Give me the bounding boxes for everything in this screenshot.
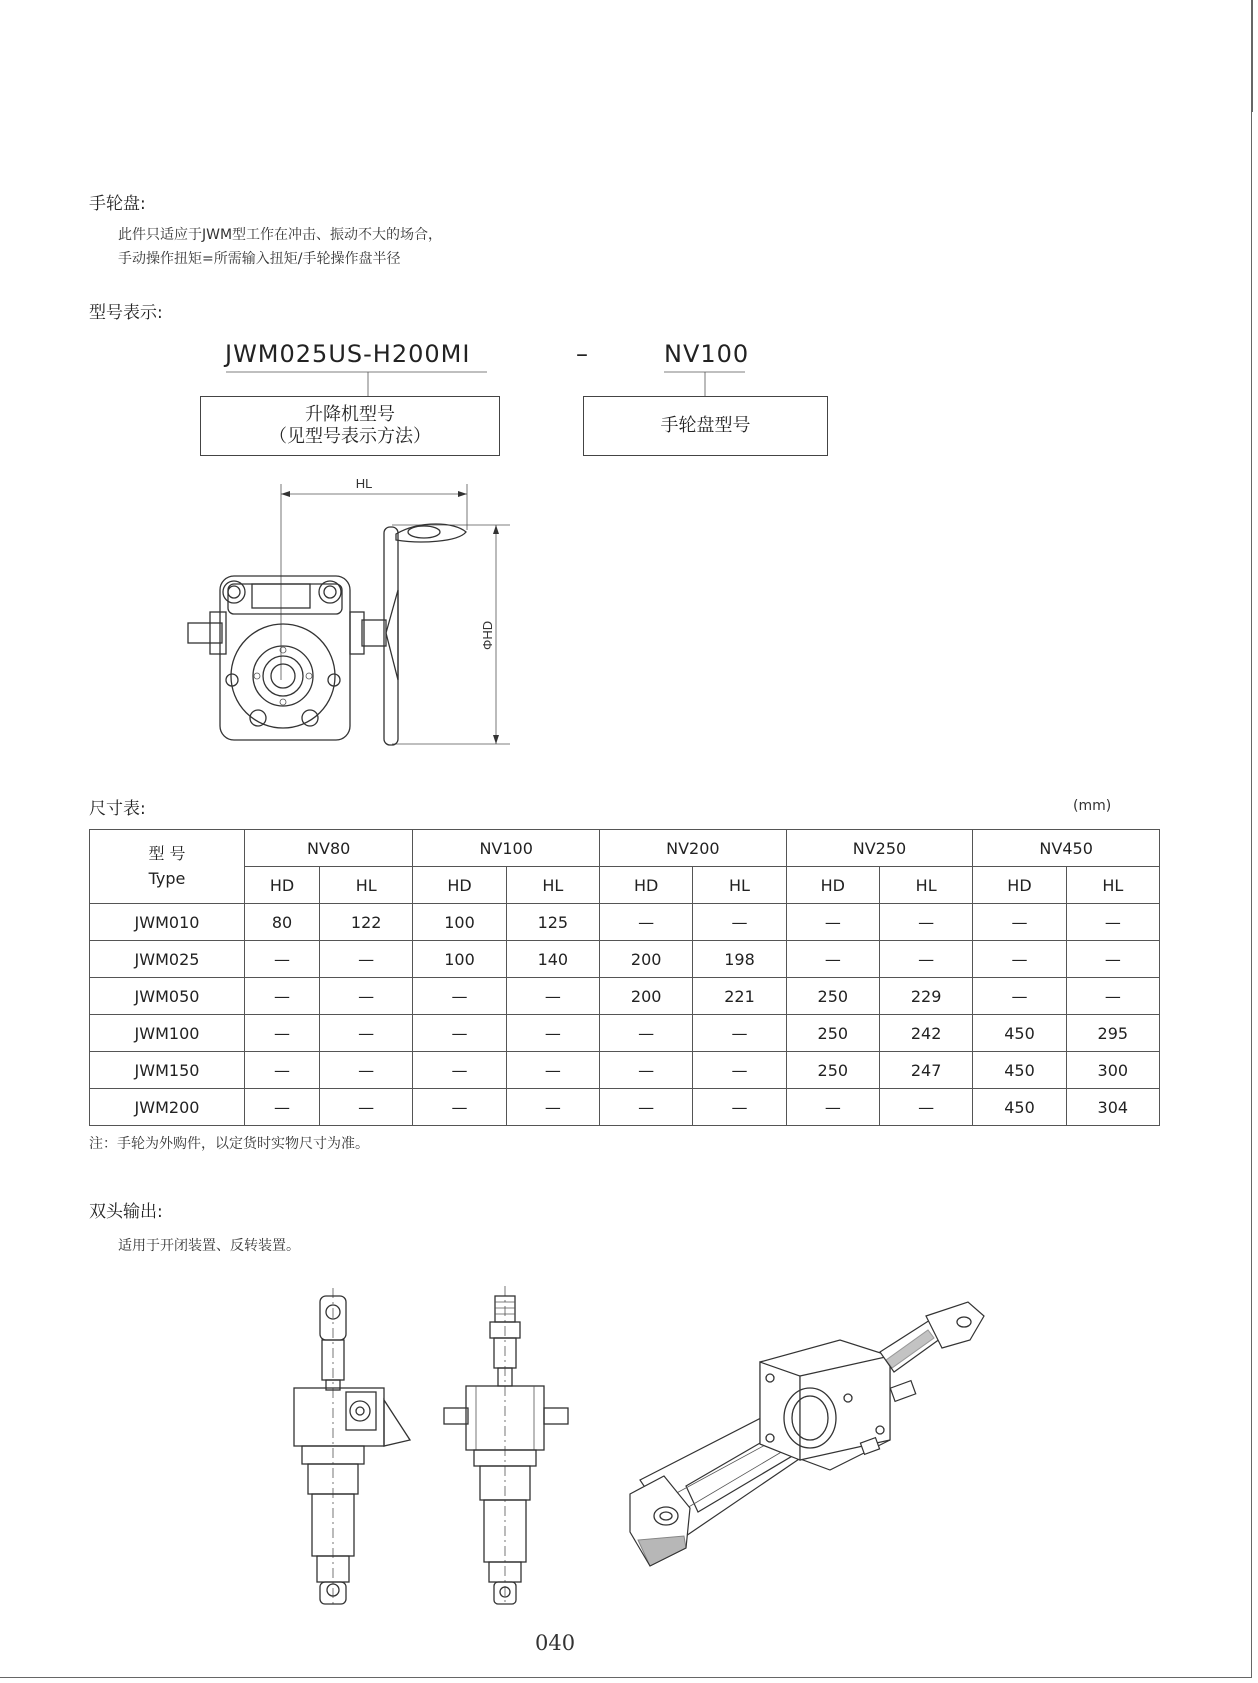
page-frame-bottom bbox=[0, 1677, 1252, 1678]
table-cell: 250 bbox=[786, 978, 879, 1015]
page-number: 040 bbox=[535, 1631, 576, 1655]
dimensions-table bbox=[89, 829, 1160, 1126]
table-row bbox=[90, 1089, 1160, 1126]
table-cell: — bbox=[693, 1052, 786, 1089]
table-cell: 80 bbox=[245, 904, 320, 941]
table-cell: — bbox=[506, 1089, 599, 1126]
handwheel-desc-2: 手动操作扭矩=所需输入扭矩/手轮操作盘半径 bbox=[118, 251, 401, 267]
dimensions-heading: 尺寸表: bbox=[89, 799, 146, 819]
table-cell: — bbox=[973, 941, 1066, 978]
group-header: NV200 bbox=[600, 830, 787, 867]
table-cell: — bbox=[506, 978, 599, 1015]
row-type: JWM025 bbox=[90, 941, 245, 978]
group-header: NV80 bbox=[245, 830, 413, 867]
sub-header-hl: HL bbox=[879, 867, 972, 904]
table-row bbox=[90, 1052, 1160, 1089]
row-type: JWM200 bbox=[90, 1089, 245, 1126]
table-cell: — bbox=[413, 1052, 506, 1089]
hd-dimension-label: ΦHD bbox=[480, 620, 495, 650]
table-cell: — bbox=[879, 904, 972, 941]
table-cell: — bbox=[786, 1089, 879, 1126]
type-header-en: Type bbox=[148, 868, 186, 888]
sub-header-hd: HD bbox=[413, 867, 506, 904]
group-header: NV100 bbox=[413, 830, 600, 867]
table-subheader-row bbox=[90, 867, 1160, 904]
table-cell: 450 bbox=[973, 1015, 1066, 1052]
table-cell: 140 bbox=[506, 941, 599, 978]
double-output-front-drawing bbox=[280, 1285, 420, 1605]
dimensions-note: 注：手轮为外购件，以定货时实物尺寸为准。 bbox=[89, 1136, 369, 1152]
table-cell: 200 bbox=[600, 978, 693, 1015]
model-connector-lines bbox=[0, 0, 1258, 460]
table-cell: — bbox=[786, 904, 879, 941]
table-cell: — bbox=[413, 1015, 506, 1052]
table-cell: — bbox=[320, 1052, 413, 1089]
double-output-heading: 双头输出: bbox=[89, 1202, 163, 1222]
table-cell: — bbox=[600, 1015, 693, 1052]
table-cell: 450 bbox=[973, 1052, 1066, 1089]
model-box-lifter bbox=[200, 396, 500, 456]
table-cell: 295 bbox=[1066, 1015, 1159, 1052]
handwheel-desc-1: 此件只适应于JWM型工作在冲击、振动不大的场合， bbox=[118, 227, 443, 243]
table-cell: — bbox=[879, 1089, 972, 1126]
table-cell: 247 bbox=[879, 1052, 972, 1089]
row-type: JWM150 bbox=[90, 1052, 245, 1089]
group-header: NV450 bbox=[973, 830, 1160, 867]
model-box-handwheel-label: 手轮盘型号 bbox=[660, 415, 751, 437]
table-cell: — bbox=[320, 978, 413, 1015]
table-cell: — bbox=[973, 904, 1066, 941]
table-cell: — bbox=[245, 1052, 320, 1089]
handwheel-drawing bbox=[170, 470, 540, 760]
model-box-handwheel bbox=[583, 396, 828, 456]
table-cell: — bbox=[506, 1015, 599, 1052]
row-type: JWM050 bbox=[90, 978, 245, 1015]
table-cell: 122 bbox=[320, 904, 413, 941]
model-code-dash: – bbox=[576, 340, 589, 368]
table-row bbox=[90, 1015, 1160, 1052]
sub-header-hl: HL bbox=[320, 867, 413, 904]
hl-dimension-label: HL bbox=[355, 476, 373, 491]
table-cell: 250 bbox=[786, 1015, 879, 1052]
model-code-right: NV100 bbox=[664, 340, 750, 368]
table-cell: 200 bbox=[600, 941, 693, 978]
table-cell: 229 bbox=[879, 978, 972, 1015]
table-cell: — bbox=[1066, 978, 1159, 1015]
sub-header-hd: HD bbox=[600, 867, 693, 904]
table-cell: — bbox=[320, 941, 413, 978]
table-cell: — bbox=[600, 1052, 693, 1089]
table-cell: — bbox=[693, 1089, 786, 1126]
table-cell: — bbox=[786, 941, 879, 978]
table-cell: — bbox=[600, 904, 693, 941]
table-row bbox=[90, 941, 1160, 978]
table-cell: — bbox=[245, 1015, 320, 1052]
table-cell: — bbox=[506, 1052, 599, 1089]
table-cell: — bbox=[320, 1015, 413, 1052]
sub-header-hl: HL bbox=[1066, 867, 1159, 904]
table-cell: — bbox=[1066, 941, 1159, 978]
dimensions-unit: (mm) bbox=[1073, 798, 1112, 814]
sub-header-hl: HL bbox=[693, 867, 786, 904]
sub-header-hd: HD bbox=[973, 867, 1066, 904]
table-cell: — bbox=[245, 1089, 320, 1126]
double-output-isometric-drawing bbox=[620, 1300, 1000, 1570]
sub-header-hl: HL bbox=[506, 867, 599, 904]
table-cell: — bbox=[245, 941, 320, 978]
table-cell: — bbox=[973, 978, 1066, 1015]
type-header-cn: 型 号 bbox=[148, 843, 186, 863]
table-cell: — bbox=[600, 1089, 693, 1126]
row-type: JWM100 bbox=[90, 1015, 245, 1052]
sub-header-hd: HD bbox=[786, 867, 879, 904]
table-cell: 221 bbox=[693, 978, 786, 1015]
sub-header-hd: HD bbox=[245, 867, 320, 904]
handwheel-heading: 手轮盘: bbox=[89, 194, 146, 214]
table-cell: — bbox=[320, 1089, 413, 1126]
row-type: JWM010 bbox=[90, 904, 245, 941]
table-cell: 100 bbox=[413, 904, 506, 941]
double-output-desc: 适用于开闭装置、反转装置。 bbox=[118, 1238, 300, 1254]
table-row bbox=[90, 978, 1160, 1015]
table-cell: — bbox=[245, 978, 320, 1015]
table-cell: 250 bbox=[786, 1052, 879, 1089]
table-cell: — bbox=[879, 941, 972, 978]
group-header: NV250 bbox=[786, 830, 973, 867]
table-cell: 304 bbox=[1066, 1089, 1159, 1126]
table-cell: 198 bbox=[693, 941, 786, 978]
table-cell: — bbox=[413, 1089, 506, 1126]
model-box-lifter-line1: 升降机型号 bbox=[305, 404, 395, 426]
model-code-left: JWM025US-H200MI bbox=[225, 340, 471, 368]
table-cell: 242 bbox=[879, 1015, 972, 1052]
table-header-row bbox=[90, 830, 1160, 867]
table-cell: — bbox=[1066, 904, 1159, 941]
table-cell: — bbox=[693, 904, 786, 941]
type-header bbox=[90, 830, 245, 904]
table-row bbox=[90, 904, 1160, 941]
table-cell: 300 bbox=[1066, 1052, 1159, 1089]
table-cell: — bbox=[413, 978, 506, 1015]
double-output-side-drawing bbox=[430, 1285, 580, 1605]
model-box-lifter-line2: （见型号表示方法） bbox=[269, 426, 431, 447]
table-cell: 125 bbox=[506, 904, 599, 941]
table-cell: 100 bbox=[413, 941, 506, 978]
table-cell: — bbox=[693, 1015, 786, 1052]
model-heading: 型号表示: bbox=[89, 303, 163, 323]
table-cell: 450 bbox=[973, 1089, 1066, 1126]
